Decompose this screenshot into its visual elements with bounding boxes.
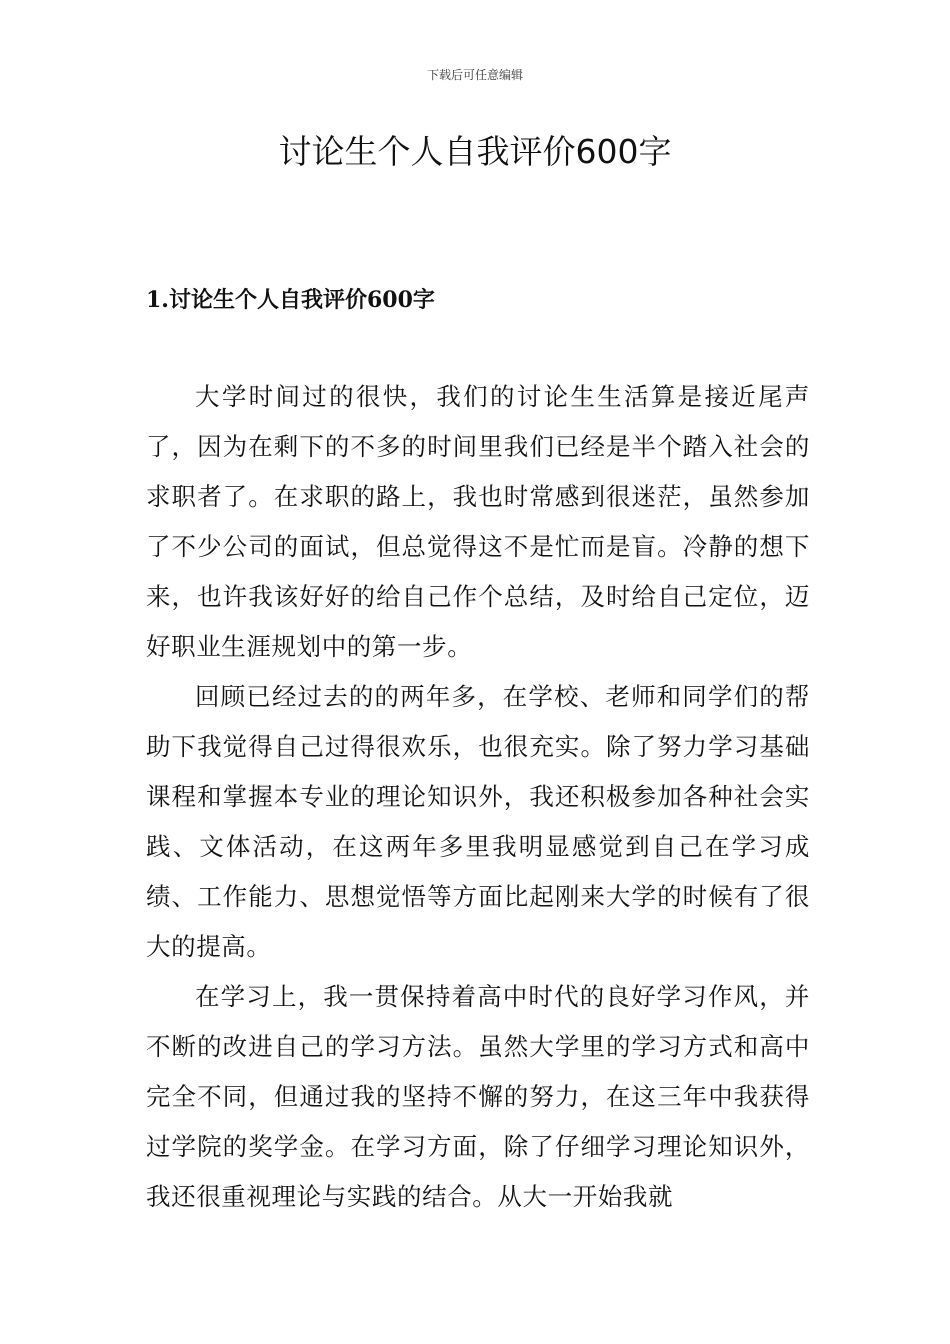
paragraph: 在学习上，我一贯保持着高中时代的良好学习作风，并不断的改进自己的学习方法。虽然大学里的学习方式和高中完全不同，但通过我的坚持不懈的努力，在这三年中我获得过学院的奖学金。在学习方面，除了仔细学习理论知识外，我还很重视理论与实践的结合。从大一开始我就 [146,982,810,1211]
body-text [146,372,810,1222]
paragraph: 大学时间过的很快，我们的讨论生生活算是接近尾声了，因为在剩下的不多的时间里我们已经是半个踏入社会的求职者了。在求职的路上，我也时常感到很迷茫，虽然参加了不少公司的面试，但总觉得这不是忙而是盲。冷静的想下来，也许我该好好的给自己作个总结，及时给自己定位，迈好职业生涯规划中的第一步。 [146,382,810,661]
header-note: 下载后可任意编辑 [426,68,523,82]
paragraph: 回顾已经过去的的两年多，在学校、老师和同学们的帮助下我觉得自己过得很欢乐，也很充实。除了努力学习基础课程和掌握本专业的理论知识外，我还积极参加各种社会实践、文体活动，在这两年多里我明显感觉到自己在学习成绩、工作能力、思想觉悟等方面比起刚来大学的时候有了很大的提高。 [146,682,810,961]
section-heading: 1.讨论生个人自我评价600字 [146,287,435,313]
document-title: 讨论生个人自我评价600字 [278,132,672,171]
